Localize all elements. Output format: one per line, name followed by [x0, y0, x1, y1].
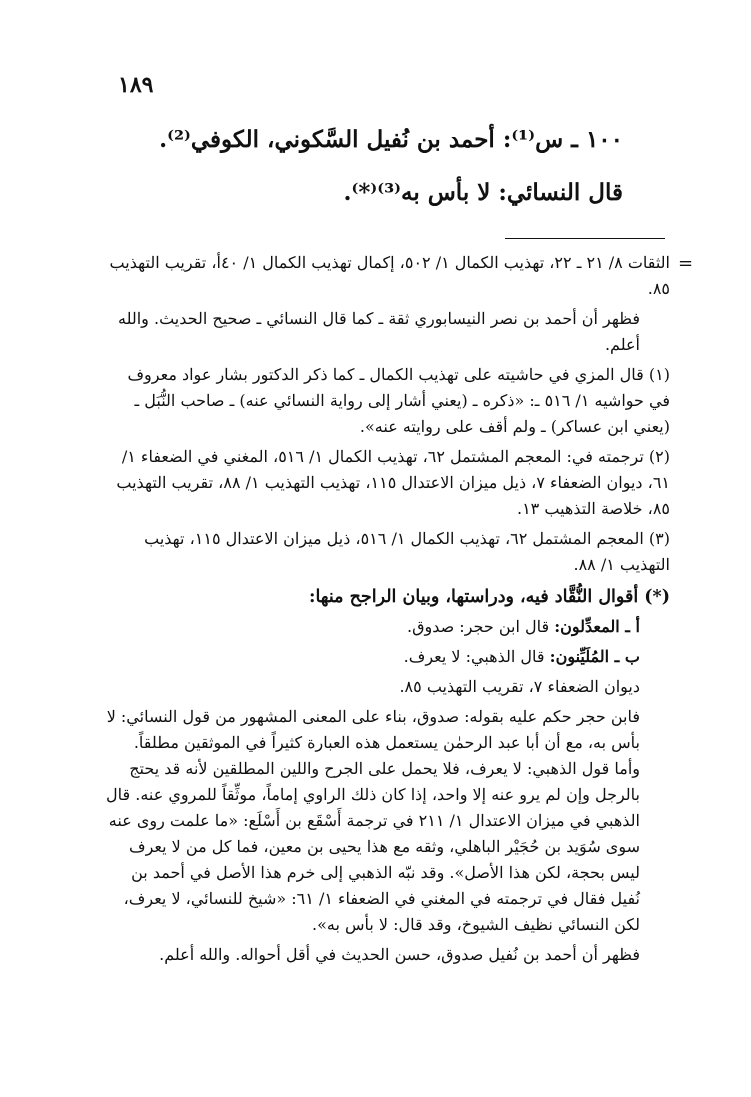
footnote-1: (١) قال المزي في حاشيته على تهذيب الكمال ـ كما ذكر الدكتور بشار عواد معروف في حواشيه ١/ ٥١٦ ـ: «ذكره ـ (يعني أشار إلى رواية النسائي عنه) ـ صاحب النُّبَل ـ (يعني ابن عساكر) ـ ولم أقف على روايته عنه». — [127, 365, 670, 436]
mulayyinun-line — [105, 644, 670, 670]
entry-title: ١٠٠ ـ س⁽¹⁾: أحمد بن نُفيل السَّكوني، الكوفي⁽²⁾. — [159, 126, 623, 153]
moaddilun-line — [105, 614, 670, 640]
critics-heading: (*) أقوال النُّقَّاد فيه، ودراستها، وبيان الراجح منها: — [308, 587, 670, 607]
moaddilun-label: أ ـ المعدِّلون: — [554, 617, 640, 636]
footnote-2: (٢) ترجمته في: المعجم المشتمل ٦٢، تهذيب الكمال ١/ ٥١٦، المغني في الضعفاء ١/ ٦١، ديوان الضعفاء ٧، ذيل ميزان الاعتدال ١١٥، تهذيب التهذيب ١/ ٨٨، تقريب التهذيب ٨٥، خلاصة التذهيب ١٣. — [116, 447, 670, 518]
footnote-continuation: الثقات ٨/ ٢١ ـ ٢٢، تهذيب الكمال ١/ ٥٠٢، إكمال تهذيب الكمال ١/ ٤٠أ، تقريب التهذيب ٨٥. — [109, 253, 670, 298]
mulayyinun-label: ب ـ المُلَيِّنون: — [549, 647, 640, 666]
moaddilun-text: قال ابن حجر: صدوق. — [407, 617, 550, 636]
mulayyinun-text: قال الذهبي: لا يعرف. — [403, 647, 545, 666]
page-number: ١٨٩ — [118, 72, 154, 98]
conclusion-previous-entry: فظهر أن أحمد بن نصر النيسابوري ثقة ـ كما قال النسائي ـ صحيح الحديث. والله أعلم. — [117, 309, 640, 354]
footnote-separator — [505, 238, 665, 239]
sources-line: ديوان الضعفاء ٧، تقريب التهذيب ٨٥. — [399, 677, 640, 696]
final-conclusion: فظهر أن أحمد بن نُفيل صدوق، حسن الحديث في أقل أحواله. والله أعلم. — [159, 945, 640, 964]
footnote-3: (٣) المعجم المشتمل ٦٢، تهذيب الكمال ١/ ٥١٦، ذيل ميزان الاعتدال ١١٥، تهذيب التهذيب ١/ ٨٨. — [144, 529, 670, 574]
footnotes-block — [105, 250, 670, 972]
entry-verdict: قال النسائي: لا بأس به⁽³⁾⁽*⁾. — [343, 179, 623, 206]
discussion-paragraph: فابن حجر حكم عليه بقوله: صدوق، بناء على المعنى المشهور من قول النسائي: لا بأس به، مع أن أبا عبد الرحمٰن يستعمل هذه العبارة كثيراً في الموثقين مطلقاً. وأما قول الذهبي: لا يعرف، فلا يحمل على الجرح واللين المطلقين لأنه قد يحتج بالرجل وإن لم يرو عنه إلا واحد، إذا كان ذلك الراوي إماماً، موثِّقاً للمروي عنه. قال الذهبي في ميزان الاعتدال ١/ ٢١١ في ترجمة أَسْقَع بن أَسْلَع: «ما علمت روى عنه سوى سُوَيد بن حُجَيْر الباهلي، وثقه مع هذا يحيى بن معين، فما كل من لا يعرف ليس بحجة، لكن هذا الأصل». وقد نبّه الذهبي إلى خرم هذا الأصل في أحمد بن نُفيل فقال في ترجمته في المغني في الضعفاء ١/ ٦١: «شيخ للنسائي، لا يعرف، لكن النسائي نظيف الشيوخ، وقد قال: لا بأس به». — [106, 707, 640, 934]
footnote-continuation-mark: = — [678, 253, 694, 274]
